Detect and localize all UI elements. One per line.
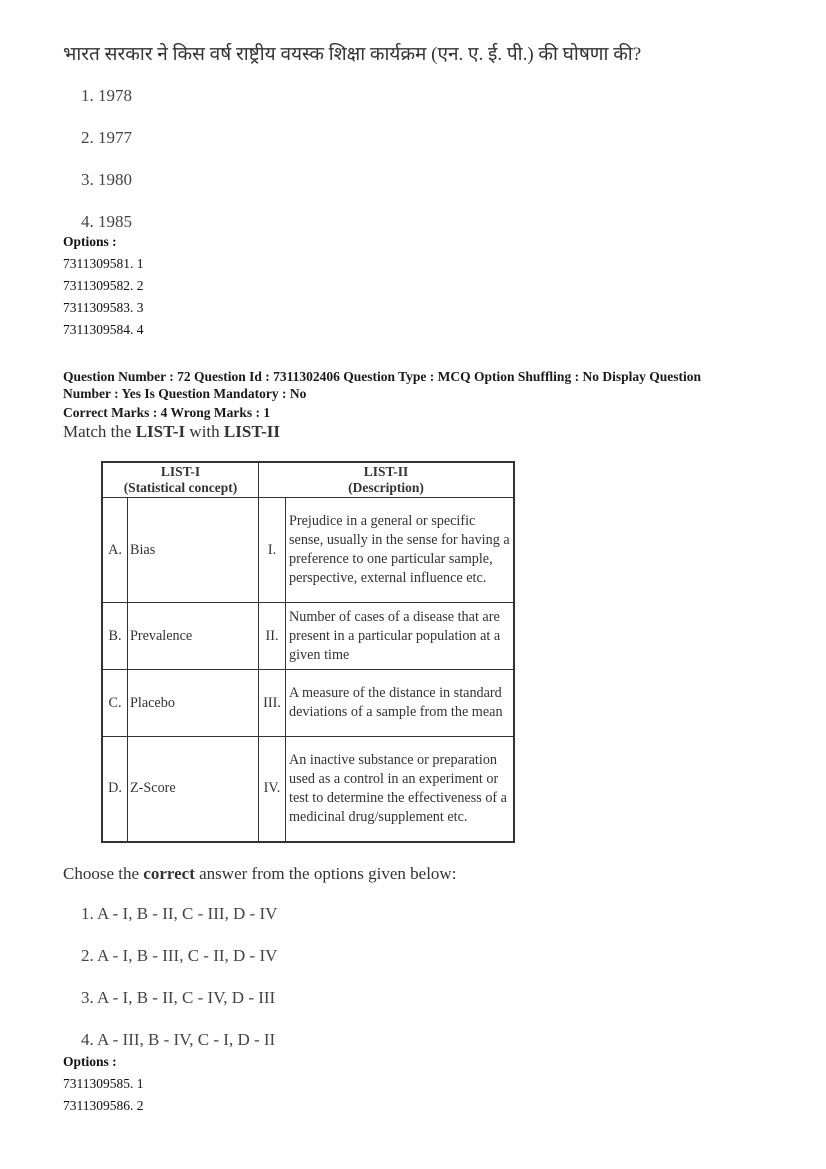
list1-header [102, 462, 259, 498]
row-numeral: IV. [259, 737, 286, 842]
choose-bold: correct [143, 864, 195, 883]
row-description: Number of cases of a disease that are present in a particular population at a given time [286, 603, 515, 670]
row-letter: A. [102, 498, 128, 603]
answer-choice-4: 4. A - III, B - IV, C - I, D - II [81, 1030, 276, 1049]
question-text-hindi: भारत सरकार ने किस वर्ष राष्ट्रीय वयस्क शिक्षा कार्यक्रम (एन. ए. ई. पी.) की घोषणा की? [63, 44, 642, 65]
row-letter: C. [102, 670, 128, 737]
row-letter: B. [102, 603, 128, 670]
answer-choice-3: 3. A - I, B - II, C - IV, D - III [81, 988, 276, 1007]
row-description: Prejudice in a general or specific sense, usually in the sense for having a preference to one particular sample, perspective, external influence etc. [286, 498, 515, 603]
row-description: A measure of the distance in standard deviations of a sample from the mean [286, 670, 515, 737]
list1-label: LIST-I [135, 422, 186, 441]
row-letter: D. [102, 737, 128, 842]
row-numeral: III. [259, 670, 286, 737]
option-id: 7311309585. 1 [63, 1076, 144, 1091]
answer-choice-2: 2. A - I, B - III, C - II, D - IV [81, 946, 278, 965]
row-term: Z-Score [128, 737, 259, 842]
table-row [102, 670, 514, 737]
row-term: Placebo [128, 670, 259, 737]
row-term: Bias [128, 498, 259, 603]
list2-header-title: LIST-II [363, 464, 409, 479]
answer-choice-3: 3. 1980 [81, 170, 132, 189]
question-meta [63, 368, 783, 421]
choose-instruction [63, 864, 456, 884]
row-description: An inactive substance or preparation used as a control in an experiment or test to determine the effectiveness of a medicinal drug/supplement etc. [286, 737, 515, 842]
table-header-row [102, 462, 514, 498]
option-id: 7311309584. 4 [63, 322, 144, 337]
answer-choice-1: 1. 1978 [81, 86, 132, 105]
list1-header-title: LIST-I [160, 464, 201, 479]
row-term: Prevalence [128, 603, 259, 670]
list2-header-subtitle: (Description) [348, 480, 424, 495]
choose-prefix: Choose the [63, 864, 144, 883]
match-with: with [185, 422, 224, 441]
answer-choice-4: 4. 1985 [81, 212, 132, 231]
row-numeral: I. [259, 498, 286, 603]
marks-line: Correct Marks : 4 Wrong Marks : 1 [63, 405, 271, 420]
list1-header-subtitle: (Statistical concept) [123, 480, 238, 495]
match-table [101, 461, 515, 843]
question-meta-line: Question Number : 72 Question Id : 7311302406 Question Type : MCQ Option Shuffling : No Display Question [63, 369, 701, 384]
match-instruction [63, 422, 280, 442]
question-meta-line: Number : Yes Is Question Mandatory : No [63, 386, 307, 401]
table-row [102, 603, 514, 670]
table-row [102, 737, 514, 842]
match-prefix: Match the [63, 422, 136, 441]
options-label: Options : [63, 234, 117, 249]
answer-choice-2: 2. 1977 [81, 128, 132, 147]
option-id: 7311309583. 3 [63, 300, 144, 315]
list2-header [259, 462, 515, 498]
option-id: 7311309582. 2 [63, 278, 144, 293]
choose-suffix: answer from the options given below: [194, 864, 457, 883]
row-numeral: II. [259, 603, 286, 670]
list2-label: LIST-II [223, 422, 280, 441]
options-label: Options : [63, 1054, 117, 1069]
option-id: 7311309581. 1 [63, 256, 144, 271]
answer-choice-1: 1. A - I, B - II, C - III, D - IV [81, 904, 278, 923]
table-row [102, 498, 514, 603]
option-id: 7311309586. 2 [63, 1098, 144, 1113]
